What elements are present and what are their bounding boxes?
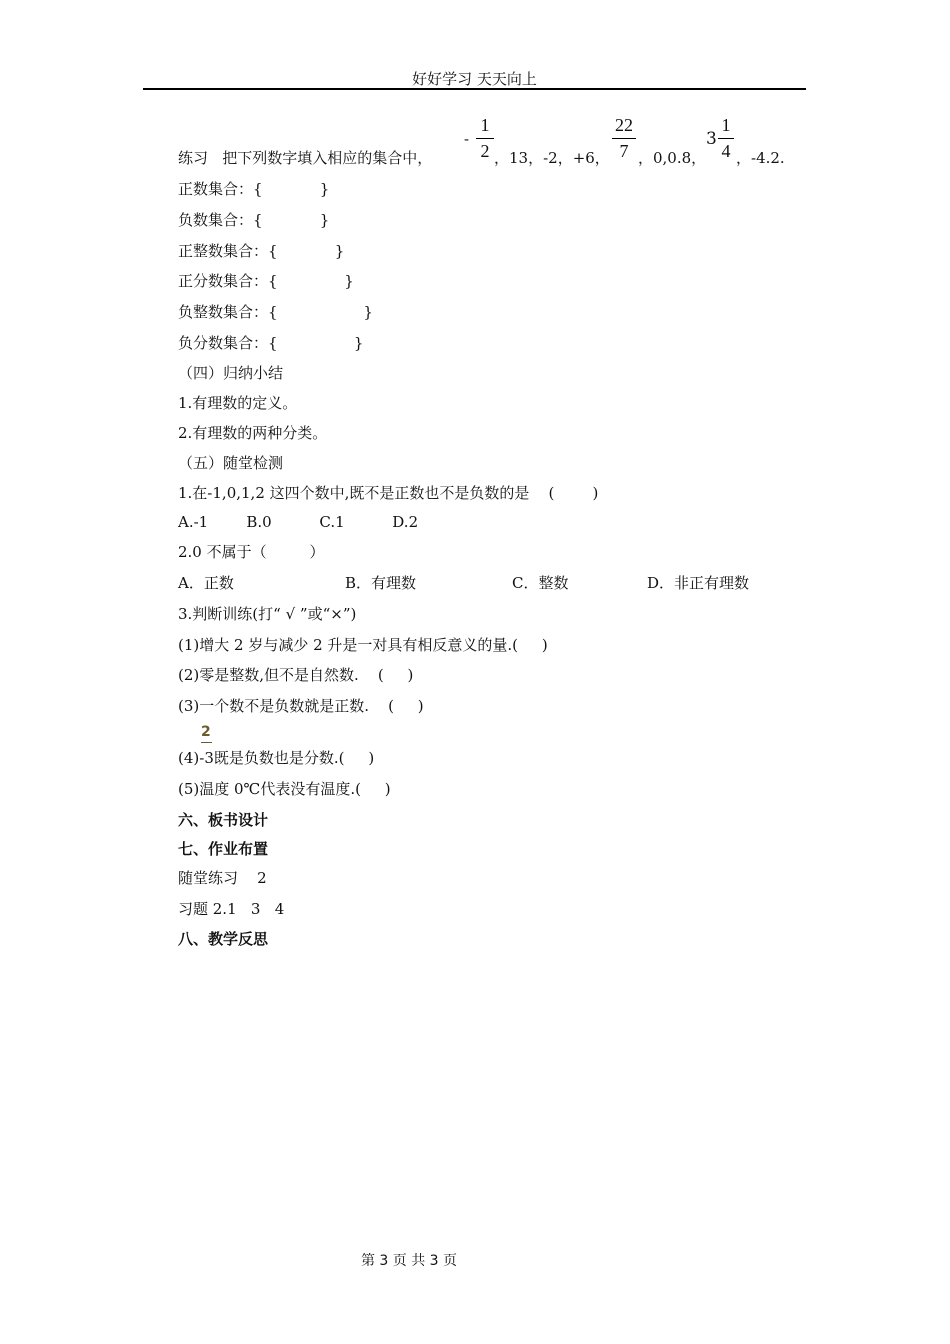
fraction-numerator-small: 2 xyxy=(201,724,211,740)
page-footer: 第 3 页 共 3 页 xyxy=(360,1253,458,1269)
set-positive-fraction: 正分数集合：{ } xyxy=(178,272,354,290)
fraction-denominator: 2 xyxy=(480,141,490,161)
question-1-options: A.-1 B.0 C.1 D.2 xyxy=(178,513,419,531)
fraction-bar xyxy=(476,138,494,139)
question-2-option-d: D．非正有理数 xyxy=(647,574,750,592)
question-3-2: (2)零是整数,但不是自然数. ( ) xyxy=(178,666,414,684)
summary-item-2: 2.有理数的两种分类。 xyxy=(178,424,328,442)
mixed-number-whole: 3 xyxy=(706,129,717,149)
question-3-4: (4)-3既是负数也是分数.( ) xyxy=(178,749,375,767)
set-negative-fraction: 负分数集合：{ } xyxy=(178,334,364,352)
question-2: 2.0 不属于（ ） xyxy=(178,543,325,561)
fraction-numerator: 1 xyxy=(480,115,490,135)
question-1: 1.在-1,0,1,2 这四个数中,既不是正数也不是负数的是 ( ) xyxy=(178,484,599,502)
section-7-heading: 七、作业布置 xyxy=(178,840,269,858)
test-heading: （五）随堂检测 xyxy=(178,454,284,472)
fraction-denominator: 4 xyxy=(721,141,731,161)
exercise-middle-2: ，0,0.8， xyxy=(638,149,707,167)
question-2-option-c: C．整数 xyxy=(512,574,569,592)
exercise-intro: 练习 把下列数字填入相应的集合中， xyxy=(178,149,433,167)
question-3-1: (1)增大 2 岁与减少 2 升是一对具有相反意义的量.( ) xyxy=(178,636,548,654)
set-negative: 负数集合：{ } xyxy=(178,211,330,229)
fraction-one-half xyxy=(476,115,494,162)
fraction-one-quarter xyxy=(718,115,734,162)
summary-item-1: 1.有理数的定义。 xyxy=(178,394,298,412)
fraction-bar xyxy=(718,138,734,139)
fraction-denominator: 7 xyxy=(619,141,629,161)
question-2-option-b: B．有理数 xyxy=(345,574,417,592)
section-6-heading: 六、板书设计 xyxy=(178,811,269,829)
negative-sign: - xyxy=(464,130,470,148)
page-header-title: 好好学习 天天向上 xyxy=(412,70,537,88)
fraction-bar xyxy=(612,138,636,139)
question-3-5: (5)温度 0℃代表没有温度.( ) xyxy=(178,780,391,798)
fraction-twenty-two-sevenths xyxy=(612,115,636,162)
question-3: 3.判断训练(打“ √ ”或“×”) xyxy=(178,605,357,623)
fraction-numerator: 1 xyxy=(721,115,731,135)
fraction-bar-small xyxy=(201,742,212,743)
question-3-3: (3)一个数不是负数就是正数. ( ) xyxy=(178,697,424,715)
exercise-middle-1: ，13，-2，+6， xyxy=(494,149,610,167)
set-positive-integer: 正整数集合：{ } xyxy=(178,242,345,260)
set-negative-integer: 负整数集合：{ } xyxy=(178,303,373,321)
homework-item-2: 习题 2.1 3 4 xyxy=(178,900,285,918)
header-rule xyxy=(143,88,806,90)
section-8-heading: 八、教学反思 xyxy=(178,930,269,948)
summary-heading: （四）归纳小结 xyxy=(178,364,284,382)
fraction-numerator: 22 xyxy=(615,115,633,135)
homework-item-1: 随堂练习 2 xyxy=(178,869,267,887)
exercise-tail: ，-4.2. xyxy=(736,149,785,167)
question-2-option-a: A．正数 xyxy=(178,574,234,592)
set-positive: 正数集合：{ } xyxy=(178,180,330,198)
